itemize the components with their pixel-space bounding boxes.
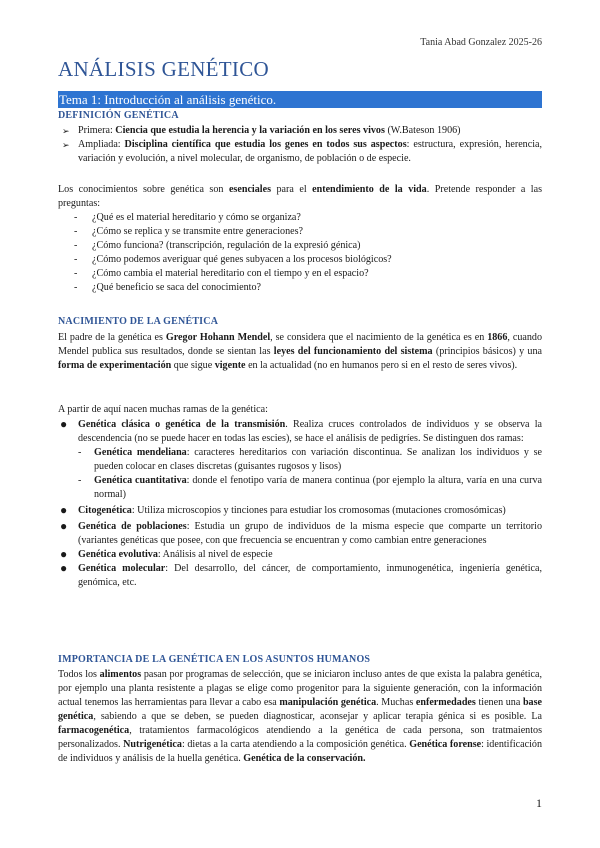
dash-bullet-icon: -	[78, 475, 82, 486]
dot-bullet-icon: ●	[60, 503, 68, 517]
dash-bullet-icon: -	[78, 447, 82, 458]
ramas-list	[58, 418, 542, 590]
page-number: 1	[536, 796, 542, 810]
list-item: ● Citogenética: Utiliza microscopios y tinciones para estudiar los cromosomas (mutaciones cromosómicas)	[60, 503, 506, 517]
dot-bullet-icon: ●	[60, 417, 68, 431]
topic-banner-text: Tema 1: Introducción al análisis genético.	[59, 92, 277, 107]
list-item: - ¿Cómo funciona? (transcripción, regulación de la expresió génica)	[74, 240, 361, 251]
dot-bullet-icon: ●	[60, 519, 68, 533]
topic-banner	[58, 91, 542, 108]
ramas-intro: A partir de aquí nacen muchas ramas de la genética:	[58, 404, 268, 415]
dash-bullet-icon: -	[74, 212, 78, 223]
section-heading-nacimiento: NACIMIENTO DE LA GENÉTICA	[58, 316, 219, 327]
preguntas-list	[58, 211, 542, 295]
list-item: ● Genética evolutiva: Análisis al nivel de especie	[60, 547, 273, 561]
dot-bullet-icon: ●	[60, 561, 68, 575]
list-item: - ¿Cómo podemos averiguar qué genes subyacen a los procesos biológicos?	[74, 254, 392, 265]
intro-paragraph: Los conocimientos sobre genética son esenciales para el entendimiento de la vida. Pretende responder a las preguntas:	[58, 184, 543, 209]
dot-bullet-icon: ●	[60, 547, 68, 561]
section-heading-definicion: DEFINICIÓN GENÉTICA	[58, 110, 179, 121]
page-title: ANÁLISIS GENÉTICO	[58, 57, 269, 81]
dash-bullet-icon: -	[74, 240, 78, 251]
list-item: - ¿Cómo cambia el material hereditario con el tiempo y en el espacio?	[74, 268, 369, 279]
list-item: - ¿Cómo se replica y se transmite entre generaciones?	[74, 226, 304, 237]
arrow-bullet-icon: ➢	[62, 140, 70, 150]
dash-bullet-icon: -	[74, 268, 78, 279]
list-item: ➢ Primera: Ciencia que estudia la herencia y la variación en los seres vivos (W.Bateson 1906)	[62, 125, 461, 136]
list-item: ➢ Ampliada: Disciplina científica que estudia los genes en todos sus aspectos: estructura, expresión, herencia, variación y evolución, a nivel molecular, de organismo, de población o de especie.	[62, 139, 543, 164]
list-item: - Genética cuantitativa: donde el fenotipo varía de manera continua (por ejemplo la altura, varía en una curva normal)	[78, 475, 542, 500]
list-item: - Genética mendeliana: caracteres hereditarios con variación discontinua. Se analizan los individuos y se pueden colocar en clases discretas (guisantes rugosos y lisos)	[78, 447, 542, 472]
definicion-list	[58, 124, 542, 166]
header-author: Tania Abad Gonzalez 2025-26	[420, 37, 542, 48]
list-item: - ¿Qué es el material hereditario y cómo se organiza?	[74, 212, 301, 223]
nacimiento-paragraph: El padre de la genética es Gregor Hohann Mendel, se considera que el nacimiento de la genética es en 1866, cuando Mendel publica sus resultados, donde se sientan las leyes del funcionamiento del sistema (principios básicos) y una forma de experimentación que sigue vigente en la actualidad (no en humanos pero si en el resto de seres vivos).	[58, 332, 543, 371]
section-heading-importancia: IMPORTANCIA DE LA GENÉTICA EN LOS ASUNTOS HUMANOS	[58, 654, 371, 665]
list-item: ● Genética molecular: Del desarrollo, del cáncer, de comportamiento, inmunogenética, ingeniería genética, genómica, etc.	[60, 561, 542, 588]
dash-bullet-icon: -	[74, 282, 78, 293]
dash-bullet-icon: -	[74, 226, 78, 237]
dash-bullet-icon: -	[74, 254, 78, 265]
importancia-paragraph: Todos los alimentos pasan por programas de selección, que se iniciaron incluso antes de que exista la palabra genética, por ejemplo una planta resistente a plagas se elige como progenitor para la siguiente generación, con la información actual tenemos las herramientas para llevar a cabo esa manipulación genética. Muchas enfermedades tienen una base genética, sabiendo a que se deben, se pueden diagnosticar, aconsejar y aplicar terapia génica si es posible. La farmacogenética, tratamientos farmacológicos atendiendo a la genética de cada persona, son tratmaientos personalizados. Nutrigenética: dietas a la carta atendiendo a la composición genética. Genética forense: identificación de individuos y análisis de la huella genética. Genética de la conservación.	[58, 669, 543, 764]
list-item: ● Genética de poblaciones: Estudia un grupo de individuos de la misma especie que comparte un territorio (variantes genéticas que posee, con que frecuencia se encuentran y como cambian entre generaciones	[60, 519, 542, 546]
list-item: - ¿Qué beneficio se saca del conocimiento?	[74, 282, 261, 293]
arrow-bullet-icon: ➢	[62, 126, 70, 136]
list-item: ● Genética clásica o genética de la transmisión. Realiza cruces controlados de individuos y se observa la descendencia (no se puede hacer en todas las escies), se hace el análisis de pedigríes. Se distinguen dos ramas:	[60, 417, 542, 444]
